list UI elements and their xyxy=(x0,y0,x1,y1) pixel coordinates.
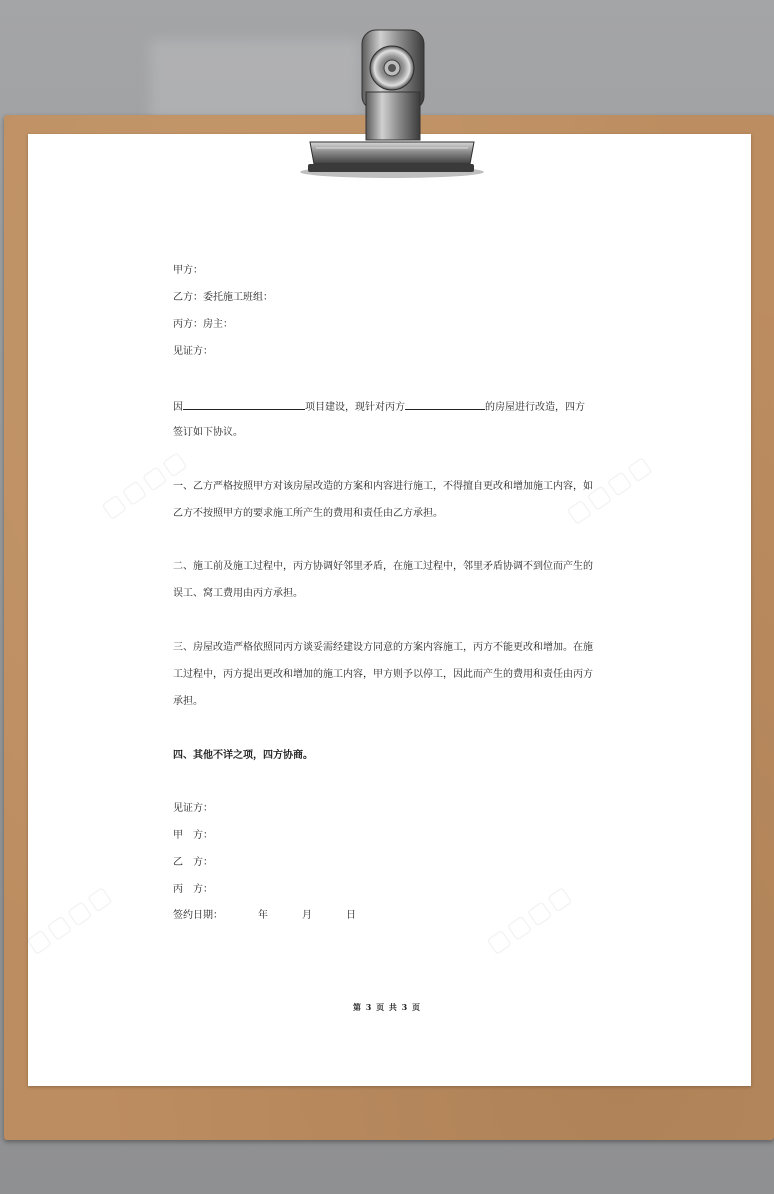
signature-witness: 见证方： xyxy=(173,803,213,814)
intro-suffix: 的房屋进行改造，四方 xyxy=(485,402,585,413)
party-a-line: 甲方： xyxy=(173,265,203,276)
watermark-mark: ▢▢▢▢ xyxy=(20,879,118,959)
clause-1-line1: 一、乙方严格按照甲方对该房屋改造的方案和内容进行施工，不得擅自更改和增加施工内容，如 xyxy=(173,481,593,492)
date-year: 年 xyxy=(258,910,268,921)
clause-3-line2: 工过程中，丙方提出更改和增加的施工内容，甲方则予以停工，因此而产生的费用和责任由丙方 xyxy=(173,669,593,680)
intro-prefix: 因 xyxy=(173,402,183,413)
party-c-line: 丙方：房主： xyxy=(173,319,233,330)
house-owner-blank xyxy=(405,398,485,410)
signature-party-b: 乙 方： xyxy=(173,857,213,868)
watermark-mark: ▢▢▢▢ xyxy=(95,444,193,524)
clause-3-line3: 承担。 xyxy=(173,696,203,707)
clause-1-line2: 乙方不按照甲方的要求施工所产生的费用和责任由乙方承担。 xyxy=(173,508,443,519)
date-day: 日 xyxy=(346,910,356,921)
intro-paragraph-line1 xyxy=(173,398,585,415)
signature-date-line xyxy=(173,909,356,923)
clause-3-line1: 三、房屋改造严格依照同丙方谈妥需经建设方同意的方案内容施工，丙方不能更改和增加。在施 xyxy=(173,642,593,653)
signature-party-c: 丙 方： xyxy=(173,884,213,895)
date-month: 月 xyxy=(302,910,312,921)
page-number: 第 3 页 共 3 页 xyxy=(352,1002,422,1012)
intro-paragraph-line2: 签订如下协议。 xyxy=(173,427,243,438)
party-b-line: 乙方：委托施工班组： xyxy=(173,292,273,303)
witness-line: 见证方： xyxy=(173,346,213,357)
watermark-mark: ▢▢▢▢ xyxy=(480,879,578,959)
clause-2-line1: 二、施工前及施工过程中，丙方协调好邻里矛盾，在施工过程中，邻里矛盾协调不到位而产生的 xyxy=(173,561,593,572)
signature-party-a: 甲 方： xyxy=(173,830,213,841)
watermark-mark: ▢▢▢▢ xyxy=(560,449,658,529)
clause-4: 四、其他不详之项，四方协商。 xyxy=(173,750,313,761)
date-label: 签约日期： xyxy=(173,910,223,921)
project-name-blank xyxy=(183,398,305,410)
binder-clip-icon xyxy=(292,22,492,182)
document-page xyxy=(28,134,751,1086)
intro-mid: 项目建设，现针对丙方 xyxy=(305,402,405,413)
clause-2-line2: 误工、窝工费用由丙方承担。 xyxy=(173,588,303,599)
